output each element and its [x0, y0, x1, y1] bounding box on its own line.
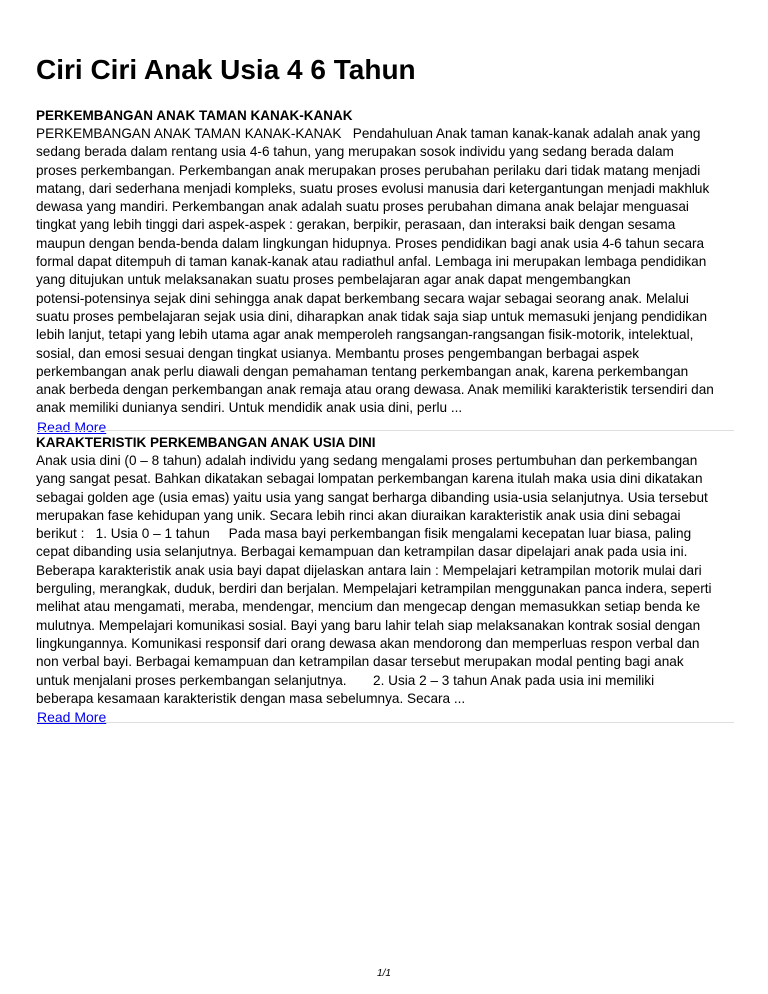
body-line: tingkat yang lebih tinggi dari aspek-aspek : gerakan, berpikir, perasaan, dan interaksi baik dengan sesama [36, 217, 676, 233]
body-line: berikut : 1. Usia 0 – 1 tahun Pada masa bayi perkembangan fisik mengalami kecepatan luar biasa, paling [36, 526, 692, 542]
body-line: mulutnya. Mempelajari komunikasi sosial. Bayi yang baru lahir telah siap melaksanakan kontrak sosial dengan [36, 617, 701, 633]
body-line: cepat dibanding usia selanjutnya. Berbagai kemampuan dan ketrampilan dasar dipelajari anak pada usia ini. [36, 544, 688, 560]
body-line: untuk menjalani proses perkembangan selanjutnya. 2. Usia 2 – 3 tahun Anak pada usia ini memiliki [36, 672, 655, 688]
body-line: formal dapat ditempuh di taman kanak-kanak atau radiathul anfal. Lembaga ini merupakan lembaga pendidikan [36, 254, 707, 270]
body-line: perkembangan anak perlu diawali dengan pemahaman tentang perkembangan anak, karena perkembangan [36, 363, 689, 379]
body-line: Anak usia dini (0 – 8 tahun) adalah individu yang sedang mengalami proses pertumbuhan dan perkembangan [36, 453, 698, 468]
body-line: lebih lanjut, tetapi yang lebih utama agar anak memperoleh rangsangan-rangsangan fisik-motorik, intelektual, [36, 327, 694, 343]
body-line: merupakan fase kehidupan yang unik. Secara lebih rinci akan diuraikan karakteristik anak usia dini sebagai [36, 507, 681, 523]
page-title: Ciri Ciri Anak Usia 4 6 Tahun [36, 54, 416, 85]
body-line: potensi-potensinya sejak dini sehingga anak dapat berkembang secara wajar sebagai seorang anak. Melalui [36, 290, 689, 306]
body-line: sedang berada dalam rentang usia 4-6 tahun, yang merupakan sosok individu yang sedang berada dalam [36, 144, 674, 160]
article-body [36, 125, 734, 418]
body-line: maupun dengan benda-benda dalam lingkungan hidupnya. Proses pendidikan bagi anak usia 4-6 tahun secara [36, 235, 705, 251]
article-body [36, 452, 734, 708]
article-heading: PERKEMBANGAN ANAK TAMAN KANAK-KANAK [36, 108, 353, 123]
body-line: matang, dari sederhana menjadi kompleks, suatu proses evolusi manusia dari ketergantungan menjadi makhluk [36, 180, 710, 196]
body-line: sebagai golden age (usia emas) yaitu usia yang sangat berharga dibanding usia-usia selanjutnya. Usia tersebut [36, 489, 708, 505]
read-more-link[interactable]: Read More [37, 418, 107, 435]
divider [36, 722, 734, 723]
body-line: dewasa yang mandiri. Perkembangan anak adalah suatu proses perubahan dimana anak belajar menguasai [36, 199, 689, 215]
read-more-link[interactable]: Read More [37, 709, 107, 726]
article-item [36, 434, 734, 726]
article-heading: KARAKTERISTIK PERKEMBANGAN ANAK USIA DINI [36, 435, 376, 450]
divider [36, 430, 734, 431]
body-line: Beberapa karakteristik anak usia bayi dapat dijelaskan antara lain : Mempelajari ketrampilan motorik mulai dari [36, 562, 702, 578]
body-line: proses perkembangan. Perkembangan anak merupakan proses perubahan perilaku dari tidak matang menjadi [36, 162, 701, 178]
body-line: anak berbeda dengan perkembangan anak remaja atau orang dewasa. Anak memiliki karakteristik tersendiri dan [36, 382, 714, 398]
body-line: beberapa kesamaan karakteristik dengan masa sebelumnya. Secara ... [36, 690, 466, 706]
body-line: melihat atau mengamati, meraba, mendengar, mencium dan mengecap dengan memasukkan setiap benda ke [36, 599, 701, 615]
body-line: yang ditujukan untuk melaksanakan suatu proses pembelajaran agar anak dapat mengembangkan [36, 272, 631, 288]
body-line: yang sangat pesat. Bahkan dikatakan sebagai lompatan perkembangan karena itulah maka usia dini dikatakan [36, 471, 703, 487]
body-line: PERKEMBANGAN ANAK TAMAN KANAK-KANAK Pendahuluan Anak taman kanak-kanak adalah anak yang [36, 126, 701, 141]
page-number: 1/1 [377, 968, 391, 979]
body-line: anak memiliki dunianya sendiri. Untuk mendidik anak usia dini, perlu ... [36, 400, 463, 416]
body-line: lingkungannya. Komunikasi responsif dari orang dewasa akan mendorong dan memperluas respon verbal dan [36, 635, 700, 651]
body-line: non verbal bayi. Berbagai kemampuan dan ketrampilan dasar tersebut merupakan modal penting bagi anak [36, 654, 684, 670]
article-item [36, 107, 734, 436]
body-line: sosial, dan emosi sesuai dengan tingkat usianya. Membantu proses pengembangan berbagai aspek [36, 345, 640, 361]
body-line: berguling, merangkak, duduk, berdiri dan berjalan. Mempelajari ketrampilan menggunakan panca indera, seperti [36, 581, 712, 597]
body-line: suatu proses pembelajaran sejak usia dini, diharapkan anak tidak saja siap untuk memasuki jenjang pendidikan [36, 308, 708, 324]
